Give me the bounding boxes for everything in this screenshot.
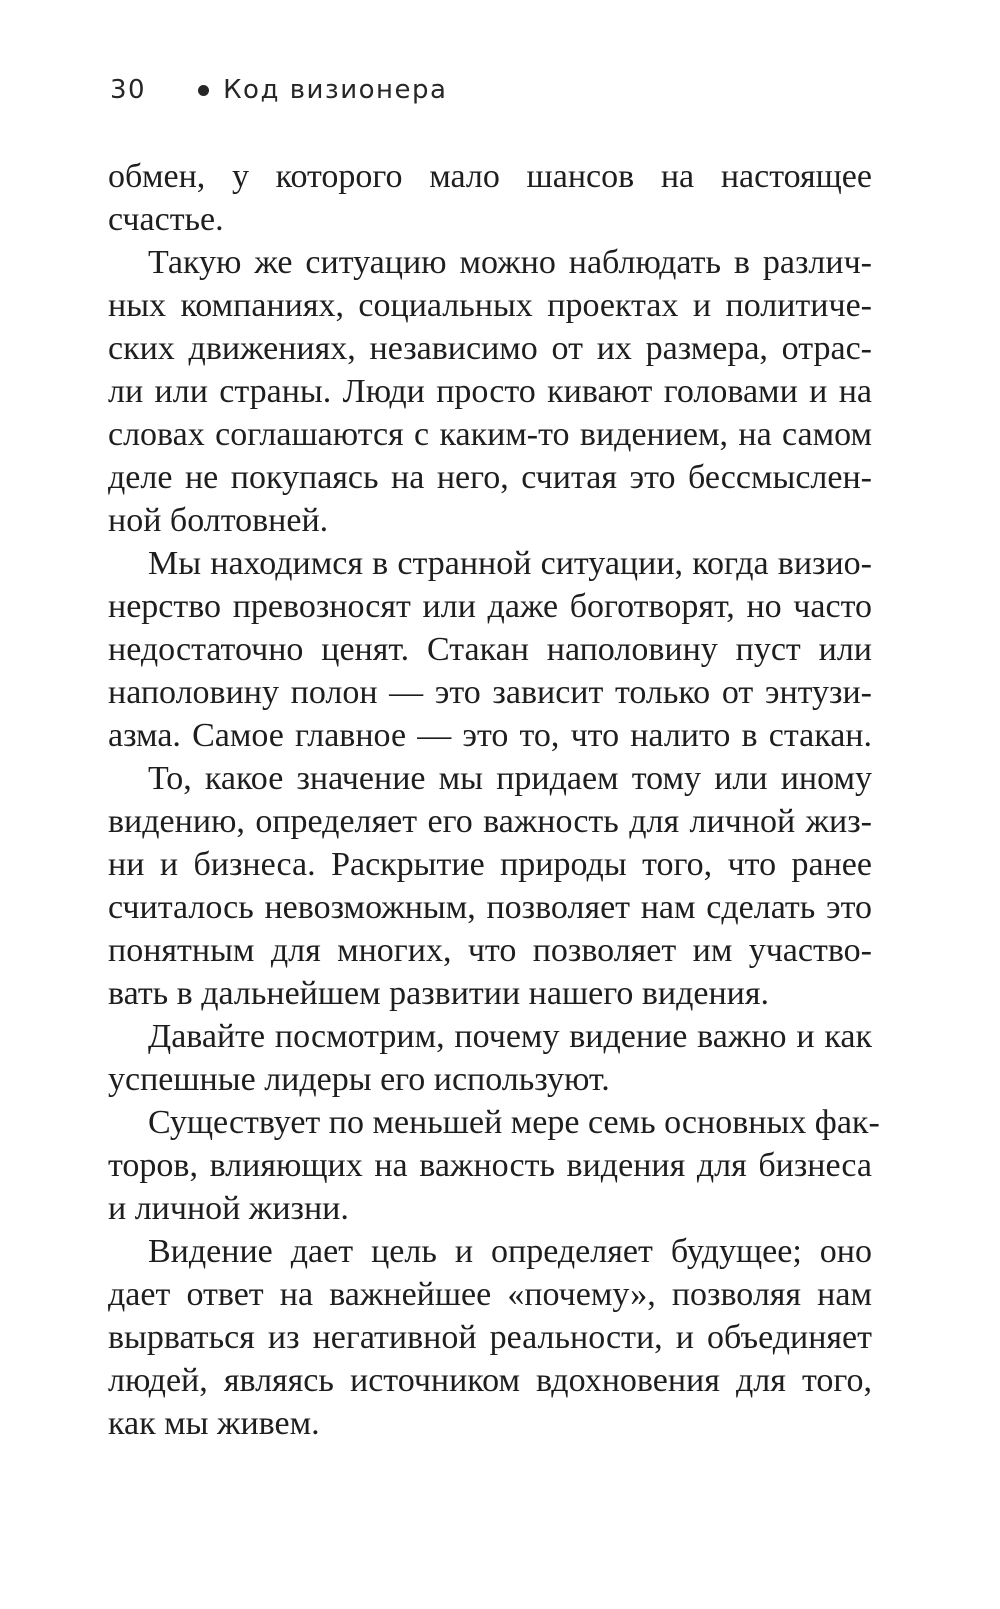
text-line: ной болтовней.	[108, 502, 329, 539]
bullet-separator	[198, 85, 209, 96]
text-line: ли или страны. Люди просто кивают головами и на	[108, 373, 872, 410]
text-line: людей, являясь источником вдохновения для того,	[108, 1362, 872, 1399]
running-head	[110, 70, 447, 110]
text-line: и личной жизни.	[108, 1190, 349, 1227]
text-line: торов, влияющих на важность видения для бизнеса	[108, 1147, 872, 1184]
paragraph-2	[108, 241, 872, 542]
text-line: нерство превозносят или даже боготворят, но часто	[108, 588, 872, 625]
text-line: наполовину полон — это зависит только от энтузи-	[108, 674, 872, 711]
text-line: обмен, у которого мало шансов на настоящее	[108, 158, 872, 195]
paragraph-7	[108, 1230, 872, 1445]
text-line: азма. Самое главное — это то, что налито в стакан.	[108, 717, 872, 754]
text-line: вырваться из негативной реальности, и объединяет	[108, 1319, 872, 1356]
text-line: ных компаниях, социальных проектах и политиче-	[108, 287, 872, 324]
paragraph-4	[108, 757, 872, 1015]
text-line: деле не покупаясь на него, считая это бессмыслен-	[108, 459, 872, 496]
text-line: ских движениях, независимо от их размера, отрас-	[108, 330, 872, 367]
paragraph-5	[108, 1015, 872, 1101]
text-line: счастье.	[108, 201, 224, 238]
text-line: успешные лидеры его используют.	[108, 1061, 610, 1098]
text-line: То, какое значение мы придаем тому или иному	[148, 760, 872, 797]
text-line: Давайте посмотрим, почему видение важно и как	[148, 1018, 872, 1055]
page-number: 30	[110, 75, 147, 105]
book-title: Код визионера	[223, 75, 448, 105]
text-line: считалось невозможным, позволяет нам сделать это	[108, 889, 872, 926]
body-text	[108, 155, 880, 1445]
paragraph-6	[108, 1101, 880, 1230]
paragraph-1	[108, 155, 872, 241]
text-line: недостаточно ценят. Стакан наполовину пуст или	[108, 631, 872, 668]
paragraph-3	[108, 542, 872, 757]
text-line: Такую же ситуацию можно наблюдать в различ-	[148, 244, 872, 281]
text-line: дает ответ на важнейшее «почему», позволяя нам	[108, 1276, 872, 1313]
text-line: понятным для многих, что позволяет им участво-	[108, 932, 872, 969]
text-line: видению, определяет его важность для личной жиз-	[108, 803, 872, 840]
text-line: как мы живем.	[108, 1405, 320, 1442]
text-line: вать в дальнейшем развитии нашего видения.	[108, 975, 770, 1012]
text-line: Видение дает цель и определяет будущее; оно	[148, 1233, 872, 1270]
text-line: ни и бизнеса. Раскрытие природы того, что ранее	[108, 846, 872, 883]
text-line: словах соглашаются с каким-то видением, на самом	[108, 416, 872, 453]
text-line: Мы находимся в странной ситуации, когда визио-	[148, 545, 872, 582]
text-line: Существует по меньшей мере семь основных фак-	[148, 1104, 880, 1141]
